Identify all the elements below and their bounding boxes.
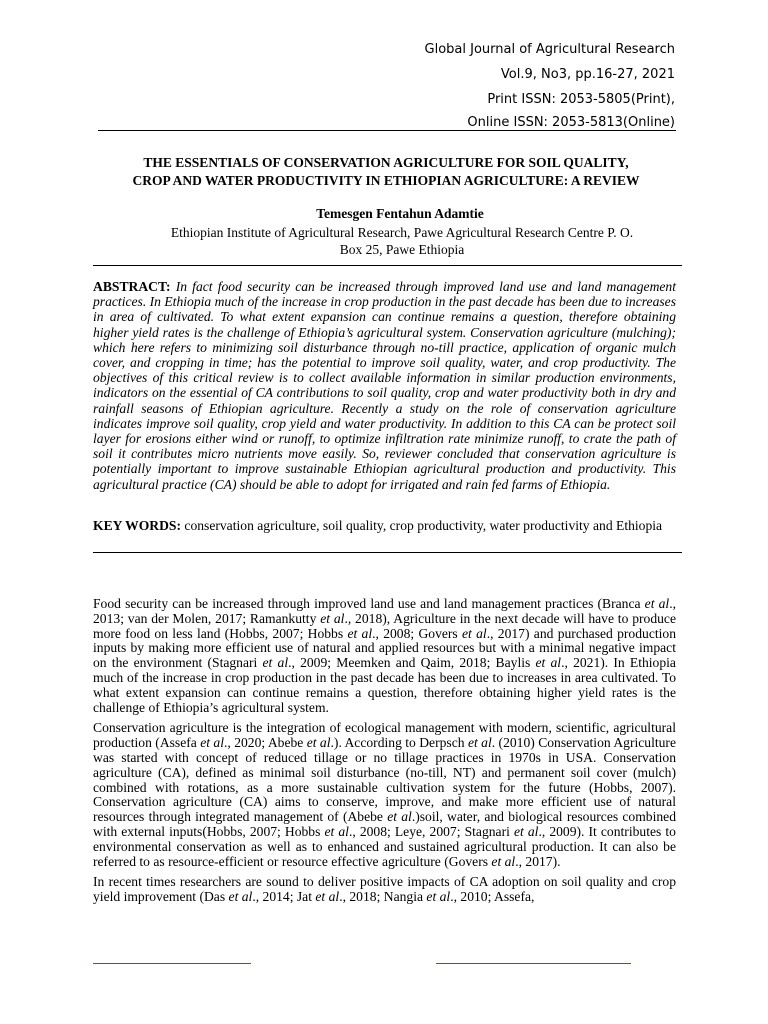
text-run: ., 2014; Jat [252,889,316,905]
text-run: ., 2009). It contributes to environmental conservation as well as to enhanced and sustained agricultural production. It can also be referred to as resource-efficient or resource effective agriculture (Govers [93,823,676,869]
journal-name: Global Journal of Agricultural Research [424,42,675,57]
text-run: .). According to Derpsch [330,735,468,751]
text-run: ., 2020; Abebe [224,735,307,751]
text-run: ., 2021). In Ethiopia much of the increase in crop production in the past decade has been due to increases in area cultivated. To what extent expansion can continue remains a question, therefore obtaining higher yield rates is the challenge of Ethiopia’s agricultural system. [93,655,676,715]
text-run: Food security can be increased through improved land use and land management practices (Branca [93,596,645,611]
text-run-italic: et al [513,823,539,839]
text-run: ., 2018; Nangia [339,889,427,905]
text-run: ., 2008; Leye, 2007; Stagnari [348,823,514,839]
text-run-italic: et al [200,735,225,751]
author-affiliation [132,224,672,258]
text-run-italic: et al [535,655,562,671]
text-run-italic: et al [324,823,349,839]
text-run-italic: et al [491,853,516,869]
affiliation-line: Box 25, Pawe Ethiopia [339,242,465,257]
text-run: ., 2010; Assefa, [450,889,535,905]
text-run: .)soil, water, and biological resources combined with external inputs(Hobbs, 2007; Hobbs [93,809,676,839]
footer-link-right[interactable] [436,963,631,964]
text-run-italic: et al [644,596,670,611]
abstract [93,279,676,492]
text-run: ., 2013; van der Molen, 2017; Ramankutty [93,596,676,626]
affiliation-line: Ethiopian Institute of Agricultural Research, Pawe Agricultural Research Centre P. O. [170,225,634,240]
text-run: In recent times researchers are sound to deliver positive impacts of CA adoption on soil quality and crop yield improvement (Das [93,874,676,905]
text-run: ., 2018), Agriculture in the next decade will have to produce more food on less land (Hobbs, 2007; Hobbs [93,610,676,641]
text-run-italic: et al [306,735,331,751]
text-run: ., 2017). [515,853,561,869]
title-line: THE ESSENTIALS OF CONSERVATION AGRICULTURE FOR SOIL QUALITY, [143,155,629,170]
volume-info: Vol.9, No3, pp.16-27, 2021 [500,67,675,82]
keywords-bottom-divider [93,552,682,553]
online-issn: Online ISSN: 2053-5813(Online) [467,115,675,130]
text-run: Conservation agriculture is the integration of ecological management with modern, scientific, agricultural production (Assefa [93,720,676,751]
text-run: . (2010) Conservation Agriculture was started with concept of reduced tillage or no tillage practices in 1970s in USA. Conservation agriculture (CA), defined as minimal soil disturbance (no-till, NT) and permanent soil cover (mulch) combined with rotations, as a more sustainable cultivation system for the future (Hobbs, 2007). Conservation agriculture (CA) aims to conserve, improve, and make more efficient use of natural resources through integrated management of (Abebe [93,735,676,825]
abstract-label: ABSTRACT: [93,279,171,294]
footer-link-left[interactable] [93,963,251,964]
body-paragraph-3 [93,875,676,905]
text-run-italic: et al [467,735,492,751]
text-run-italic: et al [262,655,289,671]
body-paragraph-2 [93,721,676,869]
text-run-italic: et al [228,889,253,905]
keywords-label: KEY WORDS: [93,518,181,533]
body-paragraph-1 [93,597,676,715]
text-run-italic: et al [315,889,340,905]
text-run: ., 2008; Govers [372,625,463,641]
title-line: CROP AND WATER PRODUCTIVITY IN ETHIOPIAN AGRICULTURE: A REVIEW [132,173,640,188]
text-run: ., 2017) and purchased production inputs by making more efficient use of natural and applied resources but with a minimal negative impact on the environment (Stagnari [93,625,676,671]
text-run-italic: et al [347,625,373,641]
text-run-italic: et al [462,625,487,641]
abstract-top-divider [93,265,682,266]
header-divider [98,130,676,131]
author-name: Temesgen Fentahun Adamtie [316,206,484,221]
text-run-italic: et al [387,809,412,825]
text-run-italic: et al [426,889,451,905]
body-text [93,597,676,911]
keywords [93,518,676,533]
print-issn: Print ISSN: 2053-5805(Print), [487,92,675,107]
paper-title [86,154,686,190]
abstract-text: In fact food security can be increased through improved land use and land management practices. In Ethiopia much of the increase in crop production in the past decade has been due to increases in area of cultivated. To what extent expansion can continue remains a question, therefore obtaining higher yield rates is the challenge of Ethiopia’s agricultural system. Conservation agriculture (mulching); which here refers to minimizing soil disturbance through no-till practice, application of organic mulch cover, and cropping in time; has the potential to improve soil quality, water, and crop productivity. The objectives of this critical review is to collect available information in similar production environments, indicators on the essential of CA contributions to soil quality, crop and water productivity both in dry and rainfall seasons of Ethiopian agriculture. Recently a study on the role of conservation agriculture indicates improve soil quality, crop yield and water productivity. In addition to this CA can be protect soil layer for erosions either wind or runoff, to optimize infiltration rate minimize runoff, to crate the path of soil it contributes micro nutrients move easily. So, reviewer concluded that conservation agriculture is potentially important to improve sustainable Ethiopian agricultural production and productivity. This agricultural practice (CA) should be able to adopt for irrigated and rain fed farms of Ethiopia. [93,279,676,492]
text-run: ., 2009; Meemken and Qaim, 2018; Baylis [288,655,536,671]
text-run-italic: et al [320,610,345,626]
keywords-text: conservation agriculture, soil quality, crop productivity, water productivity and Ethiopia [184,518,663,533]
